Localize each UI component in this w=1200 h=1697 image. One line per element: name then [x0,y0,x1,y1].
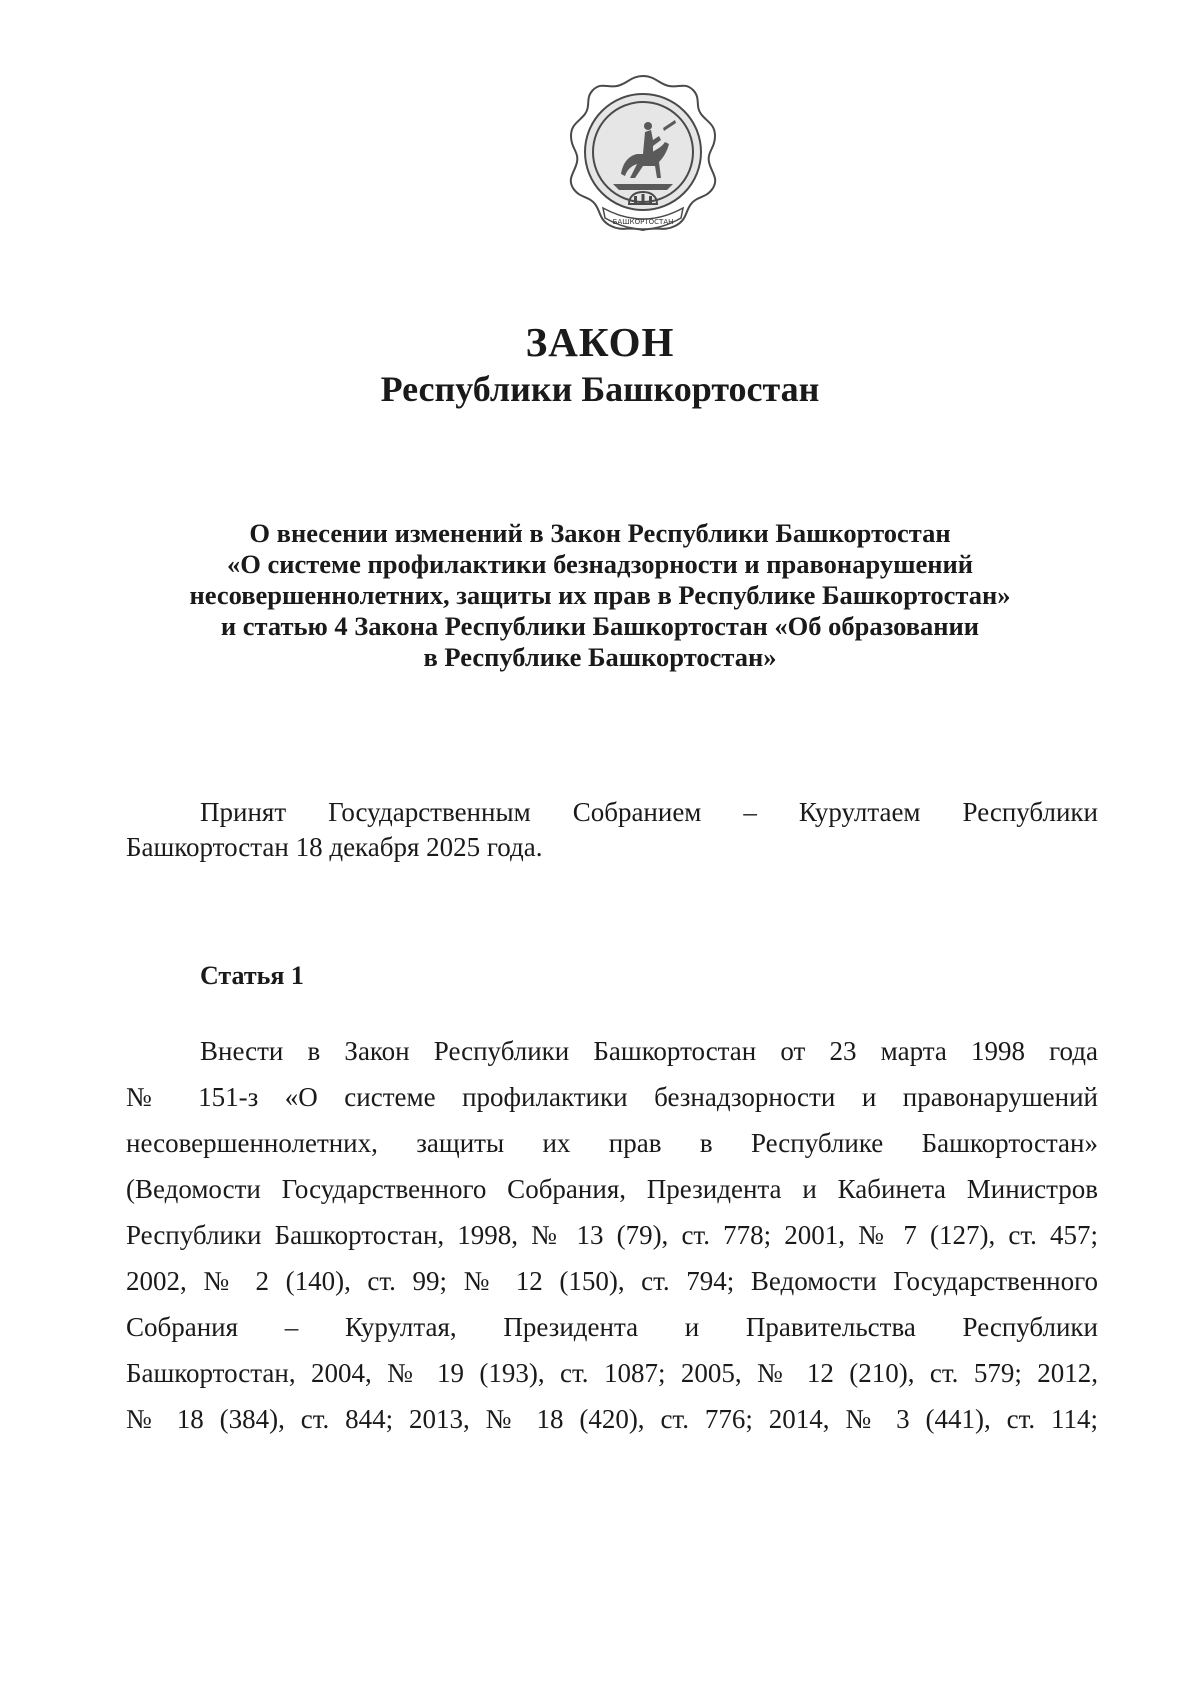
bashkortostan-coat-of-arms-icon [563,70,723,240]
article-line: № 151-з «О системе профилактики безнадзорности и правонарушений [126,1082,1098,1112]
article-line: Башкортостан, 2004, № 19 (193), ст. 1087; 2005, № 12 (210), ст. 579; 2012, [126,1358,1098,1388]
document-title: ЗАКОН [525,319,675,365]
article-line: Внести в Закон Республики Башкортостан от 23 марта 1998 года [200,1036,1098,1066]
heading-line: несовершеннолетних, защиты их прав в Республике Башкортостан» [189,580,1011,610]
article-body [126,1028,1098,1442]
heading-line: О внесении изменений в Закон Республики Башкортостан [249,518,951,548]
article-line: 2002, № 2 (140), ст. 99; № 12 (150), ст. 794; Ведомости Государственного [126,1266,1098,1296]
article-line: несовершеннолетних, защиты их прав в Республике Башкортостан» [126,1128,1098,1158]
article-line: Республики Башкортостан, 1998, № 13 (79), ст. 778; 2001, № 7 (127), ст. 457; [126,1220,1098,1250]
adoption-line: Башкортостан 18 декабря 2025 года. [126,832,543,862]
heading-line: в Республике Башкортостан» [423,642,777,672]
adoption-line: Принят Государственным Собранием – Курултаем Республики [200,797,1098,827]
document-subtitle: Республики Башкортостан [380,369,820,409]
adoption-statement [126,795,1098,865]
article-line: (Ведомости Государственного Собрания, Президента и Кабинета Министров [126,1174,1098,1204]
article-line: № 18 (384), ст. 844; 2013, № 18 (420), ст. 776; 2014, № 3 (441), ст. 114; [126,1404,1098,1434]
law-heading [150,518,1050,673]
heading-line: «О системе профилактики безнадзорности и правонарушений [226,549,974,579]
article-title: Статья 1 [200,961,304,990]
emblem-ribbon-text: БАШКОРТОСТАН [612,218,674,226]
heading-line: и статью 4 Закона Республики Башкортостан «Об образовании [220,611,980,641]
article-line: Собрания – Курултая, Президента и Правительства Республики [126,1312,1098,1342]
